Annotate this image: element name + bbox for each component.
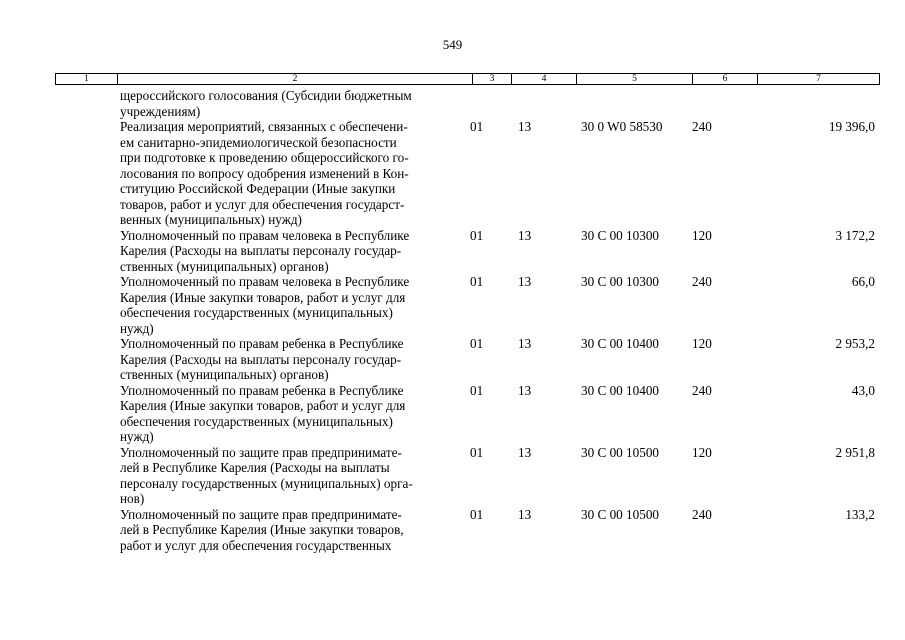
row-amount: 2 951,8 — [835, 444, 875, 460]
row-section: 01 — [470, 119, 484, 134]
table-body — [0, 88, 905, 553]
row-name-line: Уполномоченный по защите прав предпринимате- — [120, 506, 402, 522]
table-row — [0, 507, 905, 554]
header-col-2: 2 — [117, 74, 472, 84]
row-section: 01 — [470, 227, 484, 243]
row-target-item: 30 С 00 10500 — [581, 506, 660, 522]
row-name — [120, 274, 460, 336]
page-number: 549 — [442, 37, 463, 52]
row-name — [120, 119, 460, 228]
row-name-line: Уполномоченный по правам ребенка в Республике — [120, 336, 404, 351]
row-name-line: щероссийского голосования (Субсидии бюджетным — [120, 88, 412, 103]
row-name-line: Уполномоченный по защите прав предпринимате- — [120, 444, 402, 460]
row-name-line: нужд) — [120, 320, 154, 336]
row-name-line: при подготовке к проведению общероссийского го- — [120, 150, 409, 165]
row-subsection: 13 — [518, 506, 532, 522]
row-name-line: товаров, работ и услуг для обеспечения государст- — [120, 196, 405, 212]
row-section: 01 — [470, 336, 484, 351]
row-subsection: 13 — [518, 382, 532, 398]
row-target-item: 30 0 W0 58530 — [581, 119, 663, 134]
row-amount: 2 953,2 — [835, 336, 875, 351]
row-target-item: 30 С 00 10400 — [581, 336, 660, 351]
table-header — [55, 73, 880, 85]
header-col-4: 4 — [511, 74, 576, 84]
row-target-item: 30 С 00 10300 — [581, 227, 660, 243]
row-name-line: Карелия (Иные закупки товаров, работ и услуг для — [120, 289, 406, 305]
table-row — [0, 336, 905, 383]
row-name-line: Карелия (Расходы на выплаты персоналу государ- — [120, 243, 402, 258]
row-expense-type: 240 — [692, 506, 712, 522]
row-name-line: ственных (муниципальных) органов) — [120, 258, 329, 274]
row-name — [120, 383, 460, 445]
row-subsection: 13 — [518, 119, 532, 134]
table-row — [0, 88, 905, 119]
table-row — [0, 383, 905, 445]
row-name-line: Уполномоченный по правам ребенка в Республике — [120, 382, 404, 398]
table-row — [0, 119, 905, 228]
row-name-line: ституцию Российской Федерации (Иные закупки — [120, 181, 396, 196]
row-amount: 3 172,2 — [835, 227, 875, 243]
row-expense-type: 120 — [692, 444, 712, 460]
table-row — [0, 445, 905, 507]
row-amount: 66,0 — [851, 274, 875, 289]
row-subsection: 13 — [518, 274, 532, 289]
row-expense-type: 120 — [692, 227, 712, 243]
row-name-line: лей в Республике Карелия (Расходы на выплаты — [120, 460, 390, 475]
row-name-line: Реализация мероприятий, связанных с обеспечени- — [120, 119, 408, 134]
header-col-3: 3 — [472, 74, 511, 84]
row-name — [120, 336, 460, 383]
row-name-line: обеспечения государственных (муниципальных) — [120, 305, 393, 320]
row-name-line: нужд) — [120, 429, 154, 444]
header-col-7: 7 — [757, 74, 879, 84]
row-subsection: 13 — [518, 227, 532, 243]
header-col-6: 6 — [692, 74, 757, 84]
row-name-line: Уполномоченный по правам человека в Республике — [120, 227, 410, 243]
row-target-item: 30 С 00 10300 — [581, 274, 660, 289]
table-row — [0, 274, 905, 336]
row-target-item: 30 С 00 10500 — [581, 444, 660, 460]
row-name-line: Карелия (Расходы на выплаты персоналу государ- — [120, 351, 402, 367]
row-expense-type: 240 — [692, 382, 712, 398]
row-amount: 133,2 — [845, 506, 875, 522]
row-name — [120, 507, 460, 554]
row-section: 01 — [470, 506, 484, 522]
row-expense-type: 240 — [692, 119, 712, 134]
row-subsection: 13 — [518, 444, 532, 460]
row-name-line: персоналу государственных (муниципальных) орга- — [120, 475, 413, 491]
row-name — [120, 88, 460, 119]
header-col-1: 1 — [84, 74, 89, 84]
row-expense-type: 120 — [692, 336, 712, 351]
row-target-item: 30 С 00 10400 — [581, 382, 660, 398]
row-name-line: работ и услуг для обеспечения государственных — [120, 537, 392, 553]
row-name-line: ственных (муниципальных) органов) — [120, 367, 329, 382]
row-name-line: Уполномоченный по правам человека в Республике — [120, 274, 410, 289]
row-amount: 43,0 — [851, 382, 875, 398]
row-section: 01 — [470, 382, 484, 398]
row-amount: 19 396,0 — [828, 119, 875, 134]
row-name-line: Карелия (Иные закупки товаров, работ и услуг для — [120, 398, 406, 413]
row-name-line: лей в Республике Карелия (Иные закупки товаров, — [120, 522, 404, 537]
row-name-line: обеспечения государственных (муниципальных) — [120, 413, 393, 429]
row-name-line: нов) — [120, 491, 145, 506]
row-subsection: 13 — [518, 336, 532, 351]
row-name-line: венных (муниципальных) нужд) — [120, 212, 302, 227]
row-section: 01 — [470, 444, 484, 460]
row-section: 01 — [470, 274, 484, 289]
row-name-line: ем санитарно-эпидемиологической безопасности — [120, 134, 397, 150]
header-col-5: 5 — [576, 74, 692, 84]
row-name-line: лосования по вопросу одобрения изменений в Кон- — [120, 165, 409, 181]
table-row — [0, 228, 905, 275]
row-name — [120, 445, 460, 507]
row-expense-type: 240 — [692, 274, 712, 289]
row-name — [120, 228, 460, 275]
row-name-line: учреждениям) — [120, 103, 201, 119]
